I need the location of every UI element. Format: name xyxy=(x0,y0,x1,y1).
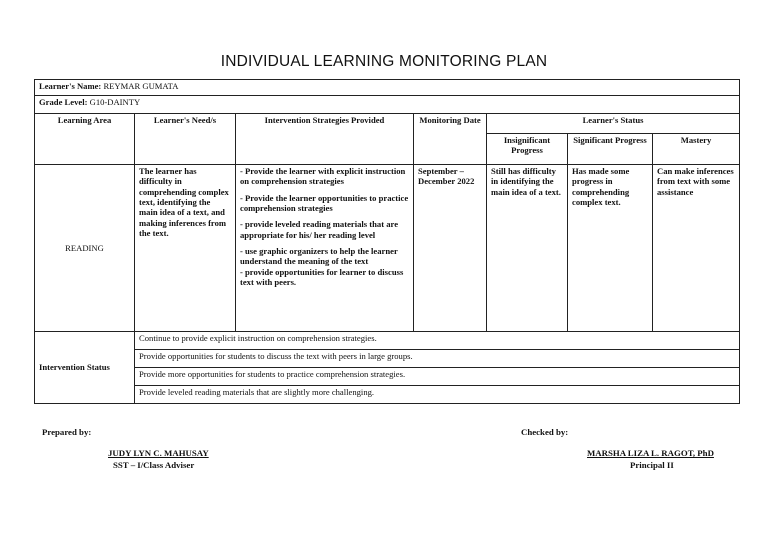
significant-progress-cell: Has made some progress in comprehending complex text. xyxy=(568,165,653,332)
learner-name-row xyxy=(35,80,740,96)
intervention-status-row xyxy=(35,368,740,386)
intervention-status-row xyxy=(35,386,740,404)
strategies-header: Intervention Strategies Provided xyxy=(236,114,414,165)
checked-by-position: Principal II xyxy=(630,460,674,470)
learning-area-header: Learning Area xyxy=(35,114,135,165)
strategy-item: - provide opportunities for learner to discuss text with peers. xyxy=(240,266,404,287)
learner-needs-cell: The learner has difficulty in comprehending complex text, identifying the main idea of a text, and making inferences from the text. xyxy=(135,165,236,332)
intervention-status-row xyxy=(35,332,740,350)
intervention-status-item: Provide leveled reading materials that are slightly more challenging. xyxy=(135,386,740,404)
mastery-cell: Can make inferences from text with some assistance xyxy=(653,165,740,332)
prepared-by-label: Prepared by: xyxy=(42,427,92,437)
checked-by-label: Checked by: xyxy=(521,427,569,437)
strategy-item: - provide leveled reading materials that are appropriate for his/ her reading level xyxy=(240,219,399,240)
learner-status-header: Learner's Status xyxy=(487,114,740,134)
monitoring-date-cell: September – December 2022 xyxy=(414,165,487,332)
monitoring-date-header: Monitoring Date xyxy=(414,114,487,165)
needs-header: Learner's Need/s xyxy=(135,114,236,165)
prepared-by-name: JUDY LYN C. MAHUSAY xyxy=(108,448,209,458)
grade-level-label: Grade Level: xyxy=(39,97,88,107)
reading-row xyxy=(35,165,740,332)
monitoring-plan-table xyxy=(34,79,740,404)
header-row xyxy=(35,114,740,134)
strategy-item: - Provide the learner opportunities to practice comprehension strategies xyxy=(240,192,409,213)
intervention-status-item: Provide more opportunities for students to practice comprehension strategies. xyxy=(135,368,740,386)
insignificant-progress-cell: Still has difficulty in identifying the main idea of a text. xyxy=(487,165,568,332)
strategy-item: - use graphic organizers to help the learner understand the meaning of the text xyxy=(240,245,398,267)
learning-area-cell: READING xyxy=(35,165,135,332)
checked-by-name: MARSHA LIZA L. RAGOT, PhD xyxy=(587,448,714,458)
insignificant-progress-header: Insignificant Progress xyxy=(487,134,568,165)
intervention-status-label: Intervention Status xyxy=(35,332,135,404)
prepared-by-position: SST – I/Class Adviser xyxy=(113,460,195,470)
intervention-status-item: Continue to provide explicit instruction on comprehension strategies. xyxy=(135,332,740,350)
grade-level: G10-DAINTY xyxy=(89,97,141,107)
grade-level-row xyxy=(35,96,740,114)
intervention-status-row xyxy=(35,350,740,368)
mastery-header: Mastery xyxy=(653,134,740,165)
strategy-item: - Provide the learner with explicit instruction on comprehension strategies xyxy=(240,166,406,187)
strategies-cell xyxy=(236,165,414,332)
significant-progress-header: Significant Progress xyxy=(568,134,653,165)
learner-name-label: Learner's Name: xyxy=(39,81,102,91)
document-title: INDIVIDUAL LEARNING MONITORING PLAN xyxy=(220,53,548,70)
intervention-status-item: Provide opportunities for students to discuss the text with peers in large groups. xyxy=(135,350,740,368)
learner-name: REYMAR GUMATA xyxy=(103,81,179,91)
